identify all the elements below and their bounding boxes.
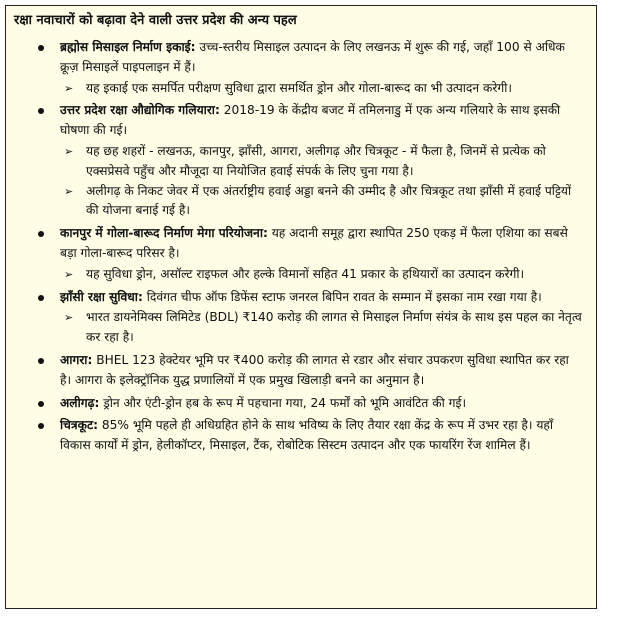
sub-list <box>60 79 582 99</box>
item-text: 85% भूमि पहले ही अधिग्रहित होने के साथ भविष्य के लिए तैयार रक्षा केंद्र के रूप में उभर रहा है। यहाँ विकास कार्यों में ड्रोन, हेलीकॉप्टर, मिसाइल, टैंक, रोबोटिक सिस्टम उत्पादन और एक फायरिंग रेंज शामिल हैं। <box>60 418 554 453</box>
item-heading: कानपुर में गोला-बारूद निर्माण मेगा परियोजना: <box>60 226 268 241</box>
item-heading: चित्रकूट: <box>60 418 98 433</box>
item-text: यह अदानी समूह द्वारा स्थापित 250 एकड़ में फैला एशिया का सबसे बड़ा गोला-बारूद परिसर है। <box>60 226 568 260</box>
sub-item: ➢ भारत डायनेमिक्स लिमिटेड (BDL) ₹140 करोड़ की लागत से मिसाइल निर्माण संयंत्र के साथ इस पहल का नेतृत्व कर रहा है। <box>60 308 582 348</box>
item-text: ड्रोन और एंटी-ड्रोन हब के रूप में पहचाना गया, 24 फर्मों को भूमि आवंटित की गई। <box>99 395 467 410</box>
item-heading: ब्रह्मोस मिसाइल निर्माण इकाई: <box>60 40 196 54</box>
sub-list <box>60 265 582 285</box>
sub-list <box>60 142 582 221</box>
info-box <box>5 5 597 609</box>
item-text: उच्च-स्तरीय मिसाइल उत्पादन के लिए लखनऊ में शुरू की गई, जहाँ 100 से अधिक क्रूज़ मिसाइलें पाइपलाइन में हैं। <box>60 40 565 74</box>
list-item-jhansi <box>14 288 588 348</box>
item-heading: अलीगढ़: <box>60 395 100 410</box>
list-item-agra <box>14 351 588 391</box>
list-item-kanpur-ammunition <box>14 224 588 284</box>
item-text: दिवंगत चीफ ऑफ डिफेंस स्टाफ जनरल बिपिन रावत के सम्मान में इसका नाम रखा गया है। <box>142 289 542 304</box>
list-item-brahmos <box>14 38 588 98</box>
item-heading: झाँसी रक्षा सुविधा: <box>60 289 143 304</box>
list-item-aligarh <box>14 394 588 414</box>
sub-list <box>60 308 582 348</box>
item-text: BHEL 123 हेक्टेयर भूमि पर ₹400 करोड़ की लागत से रडार और संचार उपकरण सुविधा स्थापित कर रहा है। आगरा के इलेक्ट्रॉनिक युद्ध प्रणालियों में एक प्रमुख खिलाड़ी बनने का अनुमान है। <box>60 352 569 387</box>
sub-item: ➢ अलीगढ़ के निकट जेवर में एक अंतर्राष्ट्रीय हवाई अड्डा बनने की उम्मीद है और चित्रकूट तथा झाँसी में हवाई पट्टियों की योजना बनाई गई है। <box>60 182 582 222</box>
sub-item: ➢ यह सुविधा ड्रोन, असॉल्ट राइफल और हल्के विमानों सहित 41 प्रकार के हथियारों का उत्पादन करेगी। <box>60 265 582 285</box>
sub-item: ➢ यह छह शहरों - लखनऊ, कानपुर, झाँसी, आगरा, अलीगढ़ और चित्रकूट - में फैला है, जिनमें से प्रत्येक को एक्सप्रेसवे पहुँच और मौजूदा या नियोजित हवाई संपर्क के लिए चुना गया है। <box>60 142 582 182</box>
initiative-list <box>14 38 588 456</box>
item-heading: उत्तर प्रदेश रक्षा औद्योगिक गलियारा: <box>60 103 220 118</box>
item-heading: आगरा: <box>60 352 93 367</box>
item-text: 2018-19 के केंद्रीय बजट में तमिलनाडु में एक अन्य गलियारे के साथ इसकी घोषणा की गई। <box>60 103 561 138</box>
list-item-defence-corridor <box>14 101 588 221</box>
sub-item: ➢ यह इकाई एक समर्पित परीक्षण सुविधा द्वारा समर्थित ड्रोन और गोला-बारूद का भी उत्पादन करेगी। <box>60 79 582 99</box>
list-item-chitrakoot <box>14 416 588 456</box>
box-title: रक्षा नवाचारों को बढ़ावा देने वाली उत्तर प्रदेश की अन्य पहल <box>14 13 297 28</box>
